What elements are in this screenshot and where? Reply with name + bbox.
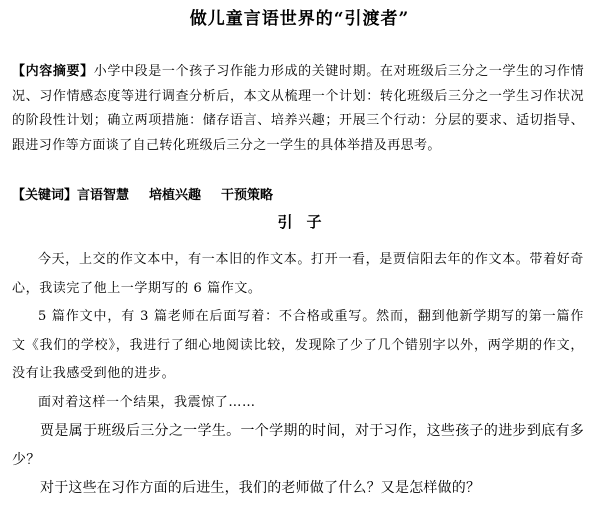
keyword-item: 培植兴趣 bbox=[149, 188, 202, 203]
keyword-item: 干预策略 bbox=[221, 188, 274, 203]
paragraph: 今天，上交的作文本中，有一本旧的作文本。打开一看，是贾信阳去年的作文本。带着好奇心，我读完了他上一学期写的 6 篇作文。 bbox=[12, 252, 584, 296]
keywords-label: 【关键词】 bbox=[12, 188, 78, 203]
paragraph: 面对着这样一个结果，我震惊了…… bbox=[38, 394, 256, 410]
document-title: 做儿童言语世界的“引渡者” bbox=[189, 9, 410, 29]
abstract-block bbox=[12, 60, 584, 158]
paragraph: 贾是属于班级后三分之一学生。一个学期的时间，对于习作，这些孩子的进步到底有多少？ bbox=[12, 423, 584, 468]
paragraph: 5 篇作文中，有 3 篇老师在后面写着：不合格或重写。然而，翻到他新学期写的第一篇作文《我们的学校》，我进行了细心地阅读比较，发现除了少了几个错别字以外，两学期的作文，没有让我感受到他的进步。 bbox=[12, 309, 584, 381]
keyword-item: 言语智慧 bbox=[77, 188, 130, 203]
abstract-text: 小学中段是一个孩子习作能力形成的关键时期。在对班级后三分之一学生的习作情况、习作情感态度等进行调查分析后，本文从梳理一个计划：转化班级后三分之一学生习作状况的阶段性计划；确立两项措施：储存语言、培养兴趣；开展三个行动：分层的要求、适切指导、跟进习作等方面谈了自己转化班级后三分之一学生的具体举措及再思考。 bbox=[12, 64, 584, 153]
abstract-label: 【内容摘要】 bbox=[12, 64, 94, 79]
section-title: 引子 bbox=[277, 213, 336, 231]
body-text bbox=[12, 246, 584, 503]
paragraph: 对于这些在习作方面的后进生，我们的老师做了什么？又是怎样做的？ bbox=[40, 480, 481, 496]
keywords-block bbox=[12, 184, 584, 208]
